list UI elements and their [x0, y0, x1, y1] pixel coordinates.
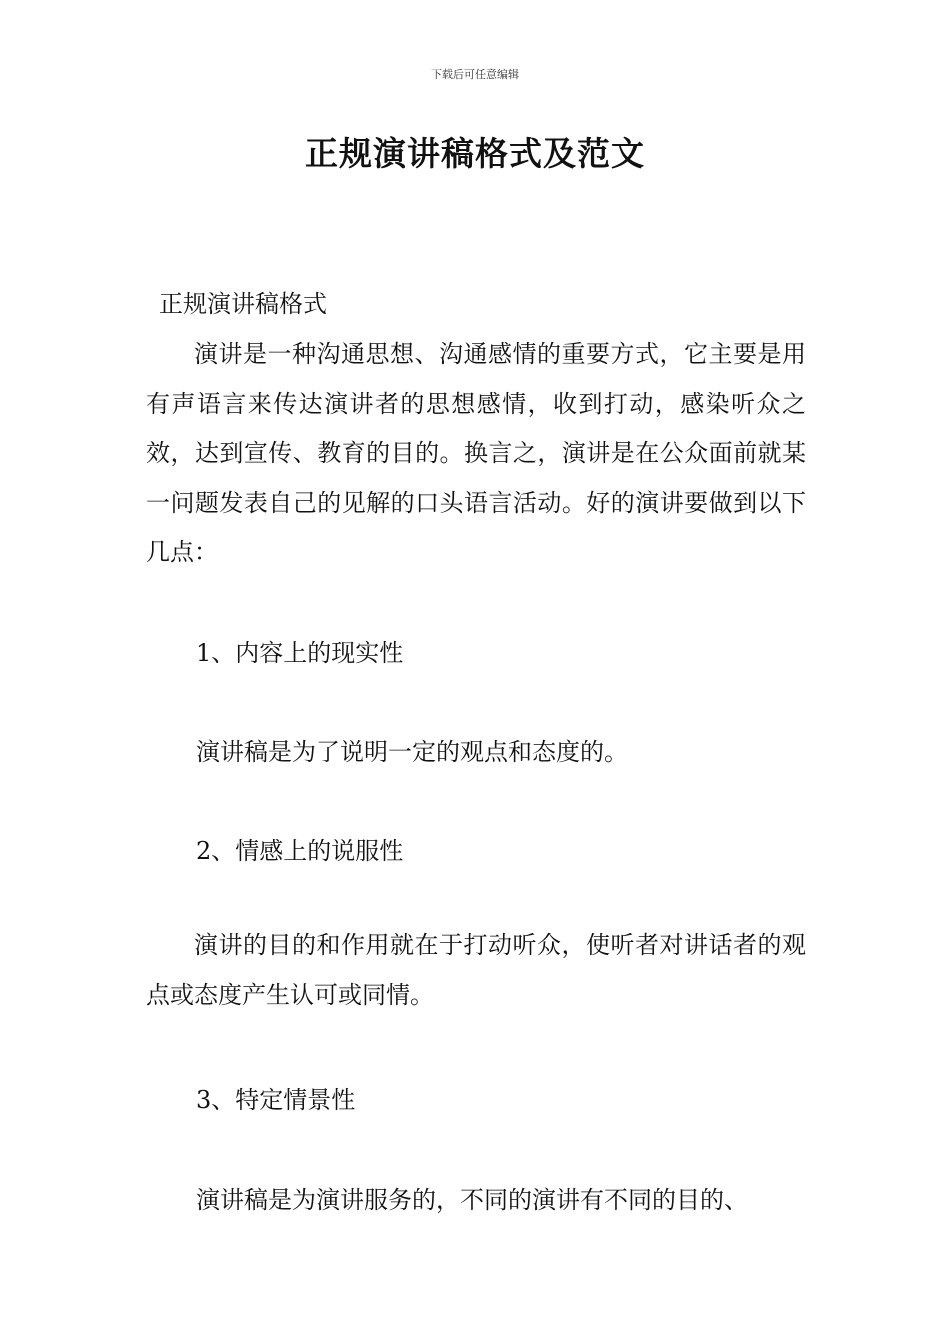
section-heading: 正规演讲稿格式 [159, 290, 327, 318]
point-3-heading: 3、特定情景性 [196, 1086, 356, 1114]
point-3-body: 演讲稿是为演讲服务的，不同的演讲有不同的目的、 [196, 1186, 748, 1214]
intro-paragraph: 演讲是一种沟通思想、沟通感情的重要方式，它主要是用有声语言来传达演讲者的思想感情，收到打动，感染听众之效，达到宣传、教育的目的。换言之，演讲是在公众面前就某一问题发表自己的见解的口头语言活动。好的演讲要做到以下几点： [146, 340, 806, 566]
header-note: 下载后可任意编辑 [431, 68, 519, 81]
point-1-heading: 1、内容上的现实性 [196, 639, 404, 667]
point-1-body: 演讲稿是为了说明一定的观点和态度的。 [196, 738, 628, 766]
point-2-body: 演讲的目的和作用就在于打动听众，使听者对讲话者的观点或态度产生认可或同情。 [146, 931, 806, 1009]
document-title: 正规演讲稿格式及范文 [305, 134, 645, 173]
point-2-heading: 2、情感上的说服性 [196, 837, 404, 865]
